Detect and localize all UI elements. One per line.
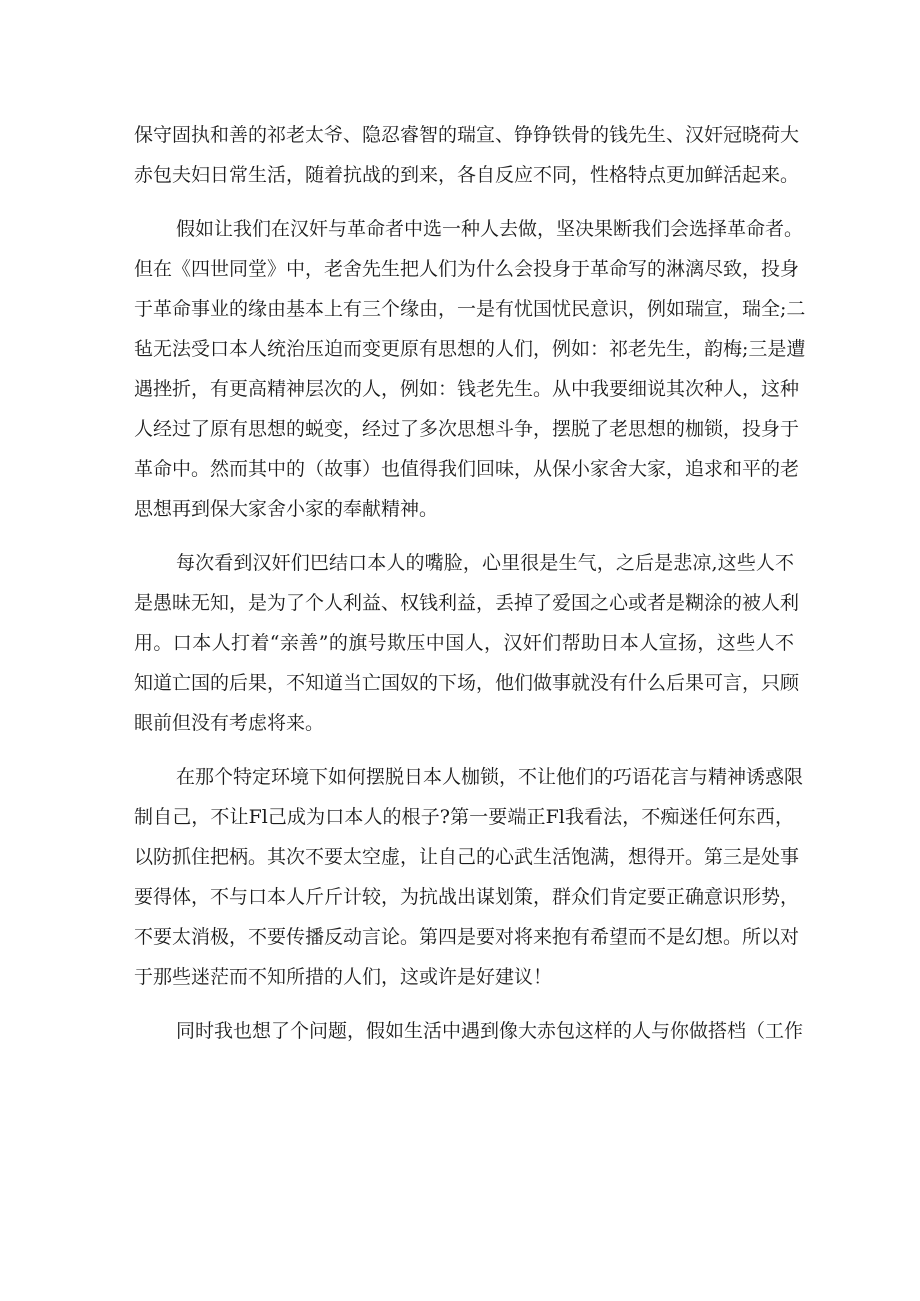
text-line: 同时我也想了个问题，假如生活中遇到像大赤包这样的人与你做搭档（工作 bbox=[176, 1020, 804, 1042]
text-line: 人经过了原有思想的蜕变，经过了多次思想斗争，摆脱了老思想的枷锁，投身于 bbox=[134, 418, 800, 440]
text-line: 知道亡国的后果，不知道当亡国奴的下场，他们做事就没有什么后果可言，只顾 bbox=[134, 672, 800, 694]
text-line: 制自己，不让Fl己成为口本人的根子?第一要端正Fl我看法，不痴迷任何东西， bbox=[134, 806, 794, 828]
text-line: 用。口本人打着“亲善”的旗号欺压中国人，汉奸们帮助日本人宣扬，这些人不 bbox=[134, 632, 794, 654]
text-line: 赤包夫妇日常生活，随着抗战的到来，各自反应不同，性格特点更加鲜活起来。 bbox=[134, 164, 800, 186]
paragraph-1 bbox=[134, 115, 800, 195]
text-line: 以防抓住把柄。其次不要太空虚，让自己的心武生活饱满，想得开。第三是处事 bbox=[134, 846, 800, 868]
paragraph-4 bbox=[134, 757, 804, 997]
paragraph-5 bbox=[134, 1011, 804, 1051]
text-line: 于革命事业的缘由基本上有三个缘由，一是有忧国忧民意识，例如瑞宣，瑞全;二 bbox=[134, 298, 806, 320]
text-line: 遇挫折，有更高精神层次的人，例如：钱老先生。从中我要细说其次种人，这种 bbox=[134, 378, 800, 400]
text-line: 在那个特定环境下如何摆脱日本人枷锁，不让他们的巧语花言与精神诱惑限 bbox=[176, 766, 804, 788]
text-line: 但在《四世同堂》中，老舍先生把人们为什么会投身于革命写的淋漓尽致，投身 bbox=[134, 258, 800, 280]
paragraph-2 bbox=[134, 209, 806, 529]
text-line: 每次看到汉奸们巴结口本人的嘴脸，心里很是生气，之后是悲凉,这些人不 bbox=[176, 552, 794, 574]
body-text bbox=[134, 115, 806, 1051]
text-line: 思想再到保大家舍小家的奉献精神。 bbox=[134, 498, 439, 520]
text-line: 假如让我们在汉奸与革命者中选一种人去做，坚决果断我们会选择革命者。 bbox=[176, 218, 804, 240]
text-line: 要得体，不与口本人斤斤计较，为抗战出谋划策，群众们肯定要正确意识形势， bbox=[134, 886, 800, 908]
text-line: 革命中。然而其中的（故事）也值得我们回味，从保小家舍大家，追求和平的老 bbox=[134, 458, 800, 480]
text-line: 眼前但没有考虑将来。 bbox=[134, 712, 325, 734]
paragraph-3 bbox=[134, 543, 800, 743]
text-line: 于那些迷茫而不知所措的人们，这或许是好建议！ bbox=[134, 966, 553, 988]
text-line: 保守固执和善的祁老太爷、隐忍睿智的瑞宣、铮铮铁骨的钱先生、汉奸冠晓荷大 bbox=[134, 124, 800, 146]
text-line: 毡无法受口本人统治压迫而变更原有思想的人们，例如：祁老先生，韵梅;三是遭 bbox=[134, 338, 806, 360]
text-line: 是愚昧无知，是为了个人利益、权钱利益，丢掉了爱国之心或者是糊涂的被人利 bbox=[134, 592, 800, 614]
text-line: 不要太消极，不要传播反动言论。第四是要对将来抱有希望而不是幻想。所以对 bbox=[134, 926, 800, 948]
